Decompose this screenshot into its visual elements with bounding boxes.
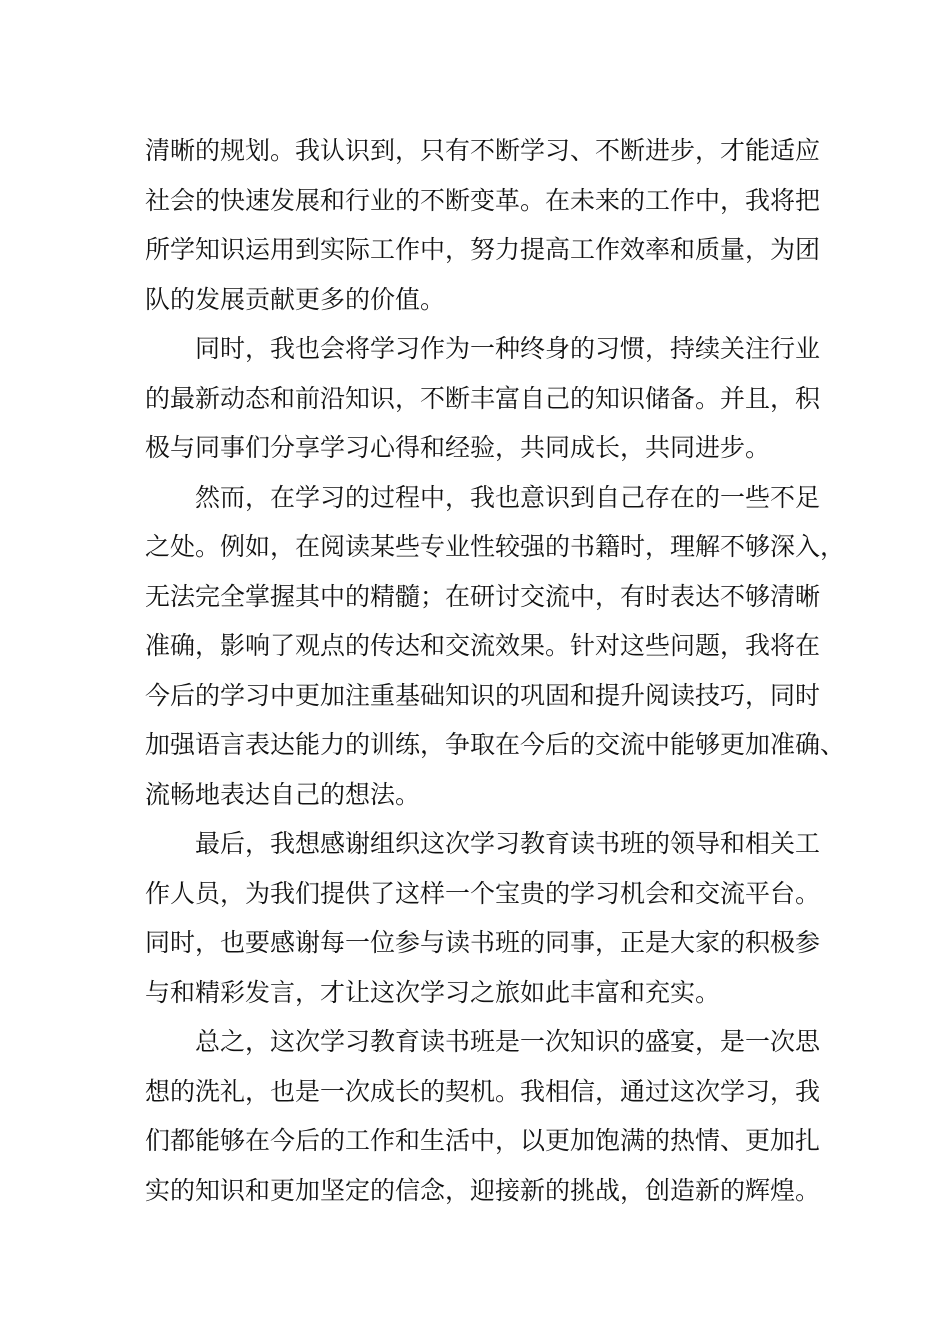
paragraph-first-line: 同时，我也会将学习作为一种终身的习惯，持续关注行业 <box>195 334 821 363</box>
text-line: 与和精彩发言，才让这次学习之旅如此丰富和充实。 <box>145 977 721 1007</box>
text-line: 之处。例如，在阅读某些专业性较强的书籍时，理解不够深入， <box>145 532 846 561</box>
text-line: 准确，影响了观点的传达和交流效果。针对这些问题，我将在 <box>145 631 821 660</box>
text-line: 的最新动态和前沿知识，不断丰富自己的知识储备。并且，积 <box>145 383 821 413</box>
text-line: 们都能够在今后的工作和生活中，以更加饱满的热情、更加扎 <box>145 1126 821 1155</box>
text-line: 想的洗礼，也是一次成长的契机。我相信，通过这次学习，我 <box>145 1076 821 1106</box>
text-line: 极与同事们分享学习心得和经验，共同成长，共同进步。 <box>145 433 771 462</box>
paragraph-first-line: 然而，在学习的过程中，我也意识到自己存在的一些不足 <box>195 482 821 512</box>
paragraph-first-line: 总之，这次学习教育读书班是一次知识的盛宴，是一次思 <box>195 1027 821 1056</box>
text-line: 无法完全掌握其中的精髓；在研讨交流中，有时表达不够清晰 <box>145 581 821 611</box>
text-line: 作人员，为我们提供了这样一个宝贵的学习机会和交流平台。 <box>145 878 821 908</box>
paragraph-first-line: 最后，我想感谢组织这次学习教育读书班的领导和相关工 <box>195 829 821 858</box>
text-line: 清晰的规划。我认识到，只有不断学习、不断进步，才能适应 <box>145 136 821 165</box>
text-line: 实的知识和更加坚定的信念，迎接新的挑战，创造新的辉煌。 <box>145 1175 821 1205</box>
text-line: 社会的快速发展和行业的不断变革。在未来的工作中，我将把 <box>145 185 821 215</box>
text-line: 队的发展贡献更多的价值。 <box>145 284 446 314</box>
text-line: 所学知识运用到实际工作中，努力提高工作效率和质量，为团 <box>145 235 821 264</box>
text-line: 加强语言表达能力的训练，争取在今后的交流中能够更加准确、 <box>145 730 846 759</box>
text-line: 今后的学习中更加注重基础知识的巩固和提升阅读技巧，同时 <box>145 680 821 710</box>
document-body <box>145 126 846 1215</box>
text-line: 流畅地表达自己的想法。 <box>145 779 421 809</box>
text-line: 同时，也要感谢每一位参与读书班的同事，正是大家的积极参 <box>145 928 821 957</box>
